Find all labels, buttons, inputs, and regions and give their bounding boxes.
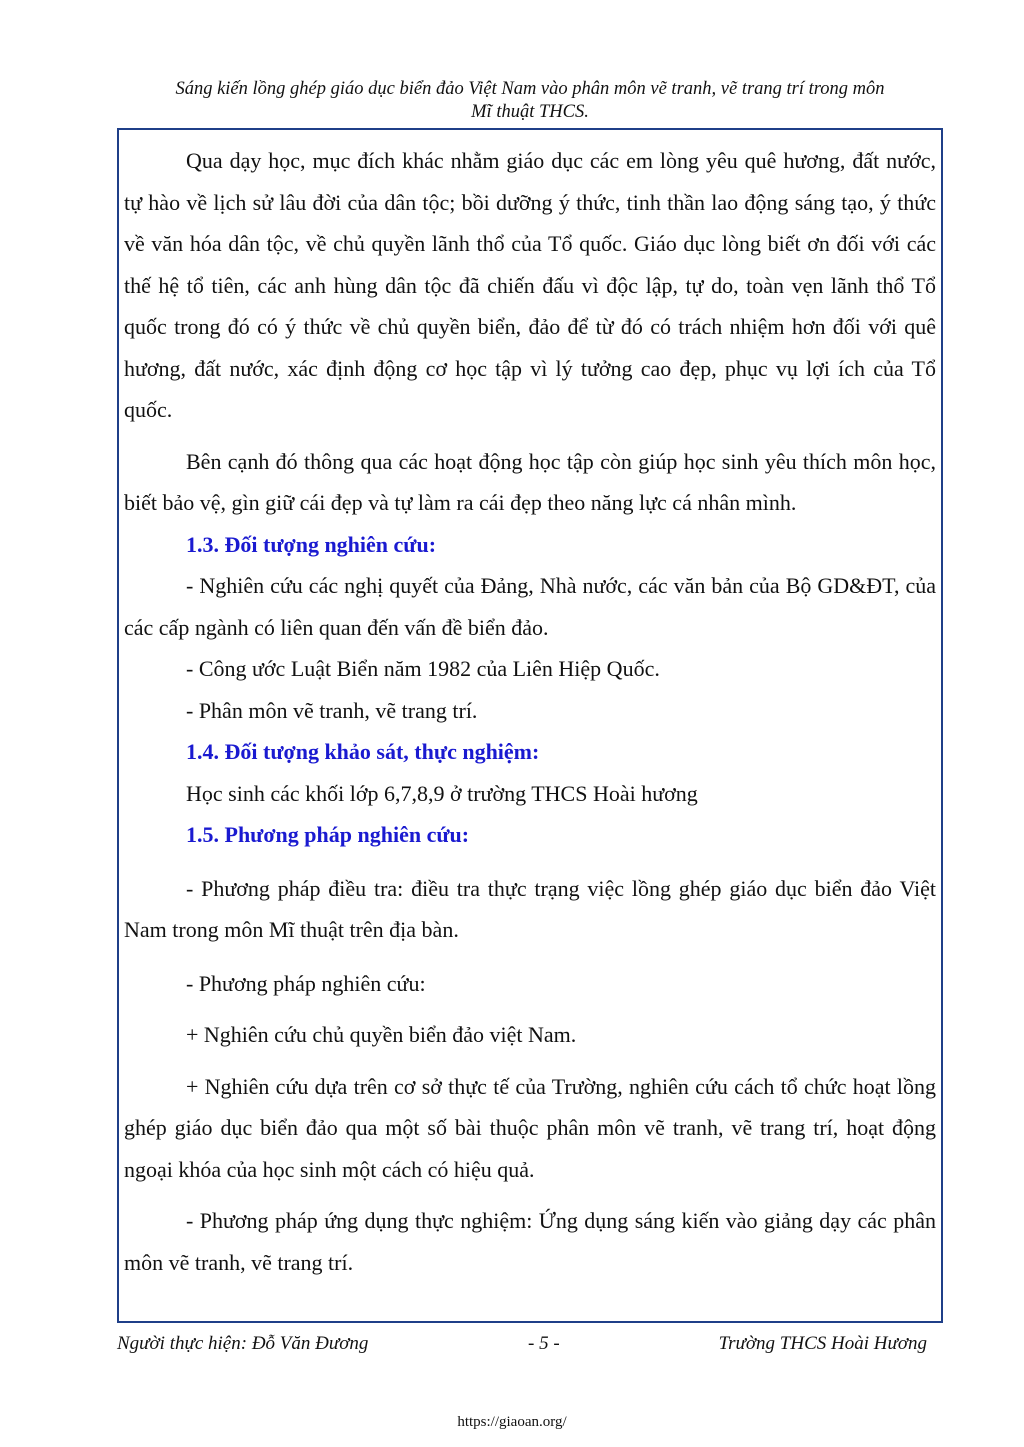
paragraph-law-of-sea: - Công ước Luật Biển năm 1982 của Liên Hiệp Quốc. bbox=[186, 656, 660, 681]
header-line-2: Mĩ thuật THCS. bbox=[471, 102, 589, 122]
paragraph-besides: Bên cạnh đó thông qua các hoạt động học tập còn giúp học sinh yêu thích môn học, biết bảo vệ, gìn giữ cái đẹp và tự làm ra cái đẹp theo năng lực cá nhân mình. bbox=[124, 448, 936, 515]
page-number: - 5 - bbox=[528, 1333, 560, 1354]
paragraph-sovereignty: + Nghiên cứu chủ quyền biển đảo việt Nam. bbox=[186, 1022, 577, 1047]
paragraph-students: Học sinh các khối lớp 6,7,8,9 ở trường THCS Hoài hương bbox=[186, 780, 698, 806]
heading-1-3: 1.3. Đối tượng nghiên cứu: bbox=[186, 531, 437, 557]
header-line-1: Sáng kiến lồng ghép giáo dục biển đảo Việt Nam vào phân môn vẽ tranh, vẽ trang trí trong môn bbox=[175, 79, 885, 99]
paragraph-school-basis: + Nghiên cứu dựa trên cơ sở thực tế của Trường, nghiên cứu cách tổ chức hoạt lồng ghép giáo dục biển đảo qua một số bài thuộc phân môn vẽ tranh, vẽ trang trí, hoạt động ngoại khóa của học sinh một cách có hiệu quả. bbox=[124, 1073, 936, 1182]
paragraph-research-method: - Phương pháp nghiên cứu: bbox=[186, 970, 426, 996]
paragraph-research-resolutions: - Nghiên cứu các nghị quyết của Đảng, Nhà nước, các văn bản của Bộ GD&ĐT, của các cấp ngành có liên quan đến vấn đề biển đảo. bbox=[124, 573, 936, 640]
paragraph-drawing-subject: - Phân môn vẽ tranh, vẽ trang trí. bbox=[186, 697, 478, 723]
source-url: https://giaoan.org/ bbox=[457, 1414, 567, 1430]
page-header bbox=[110, 78, 950, 124]
footer-school: Trường THCS Hoài Hương bbox=[718, 1333, 927, 1354]
paragraph-survey-method: - Phương pháp điều tra: điều tra thực trạng việc lồng ghép giáo dục biển đảo Việt Nam trong môn Mĩ thuật trên địa bàn. bbox=[124, 875, 936, 942]
document-body bbox=[124, 140, 936, 1283]
heading-1-4: 1.4. Đối tượng khảo sát, thực nghiệm: bbox=[186, 739, 540, 764]
paragraph-applied-method: - Phương pháp ứng dụng thực nghiệm: Ứng dụng sáng kiến vào giảng dạy các phân môn vẽ tranh, vẽ trang trí. bbox=[124, 1208, 936, 1275]
heading-1-5: 1.5. Phương pháp nghiên cứu: bbox=[186, 822, 470, 847]
footer-author: Người thực hiện: Đỗ Văn Đương bbox=[117, 1333, 369, 1354]
paragraph-purpose: Qua dạy học, mục đích khác nhằm giáo dục các em lòng yêu quê hương, đất nước, tự hào về lịch sử lâu đời của dân tộc; bồi dưỡng ý thức, tinh thần lao động sáng tạo, ý thức về văn hóa dân tộc, về chủ quyền lãnh thổ của Tổ quốc. Giáo dục lòng biết ơn đối với các thế hệ tổ tiên, các anh hùng dân tộc đã chiến đấu vì độc lập, tự do, toàn vẹn lãnh thổ Tổ quốc trong đó có ý thức về chủ quyền biển, đảo để từ đó có trách nhiệm hơn đối với quê hương, đất nước, xác định động cơ học tập vì lý tưởng cao đẹp, phục vụ lợi ích của Tổ quốc. bbox=[124, 148, 936, 422]
